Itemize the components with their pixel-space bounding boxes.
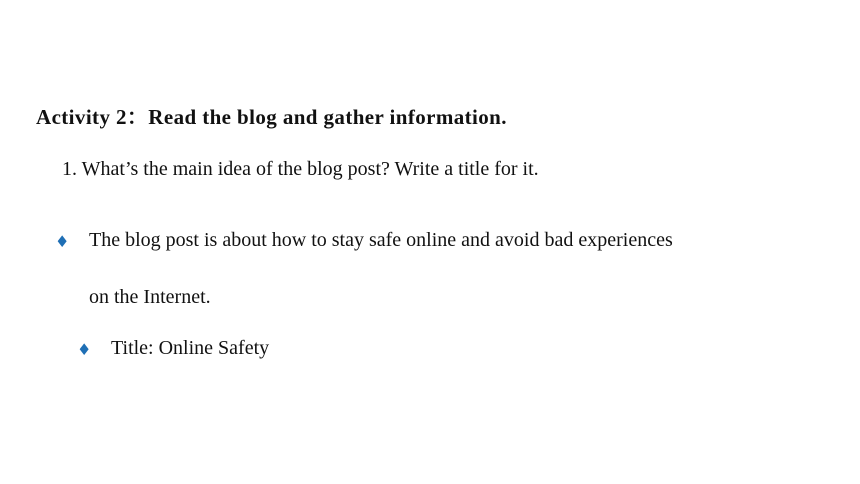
title-answer-text: Title: Online Safety (111, 337, 270, 359)
diamond-bullet-icon: ♦ (55, 232, 70, 251)
answer-text-line2: on the Internet. (89, 286, 211, 308)
diamond-bullet-icon: ♦ (77, 340, 92, 359)
activity-heading: Activity 2：Read the blog and gather information. (36, 105, 507, 129)
question-text: 1. What’s the main idea of the blog post? Write a title for it. (62, 158, 539, 180)
answer-text-line1: The blog post is about how to stay safe online and avoid bad experiences (89, 229, 673, 251)
